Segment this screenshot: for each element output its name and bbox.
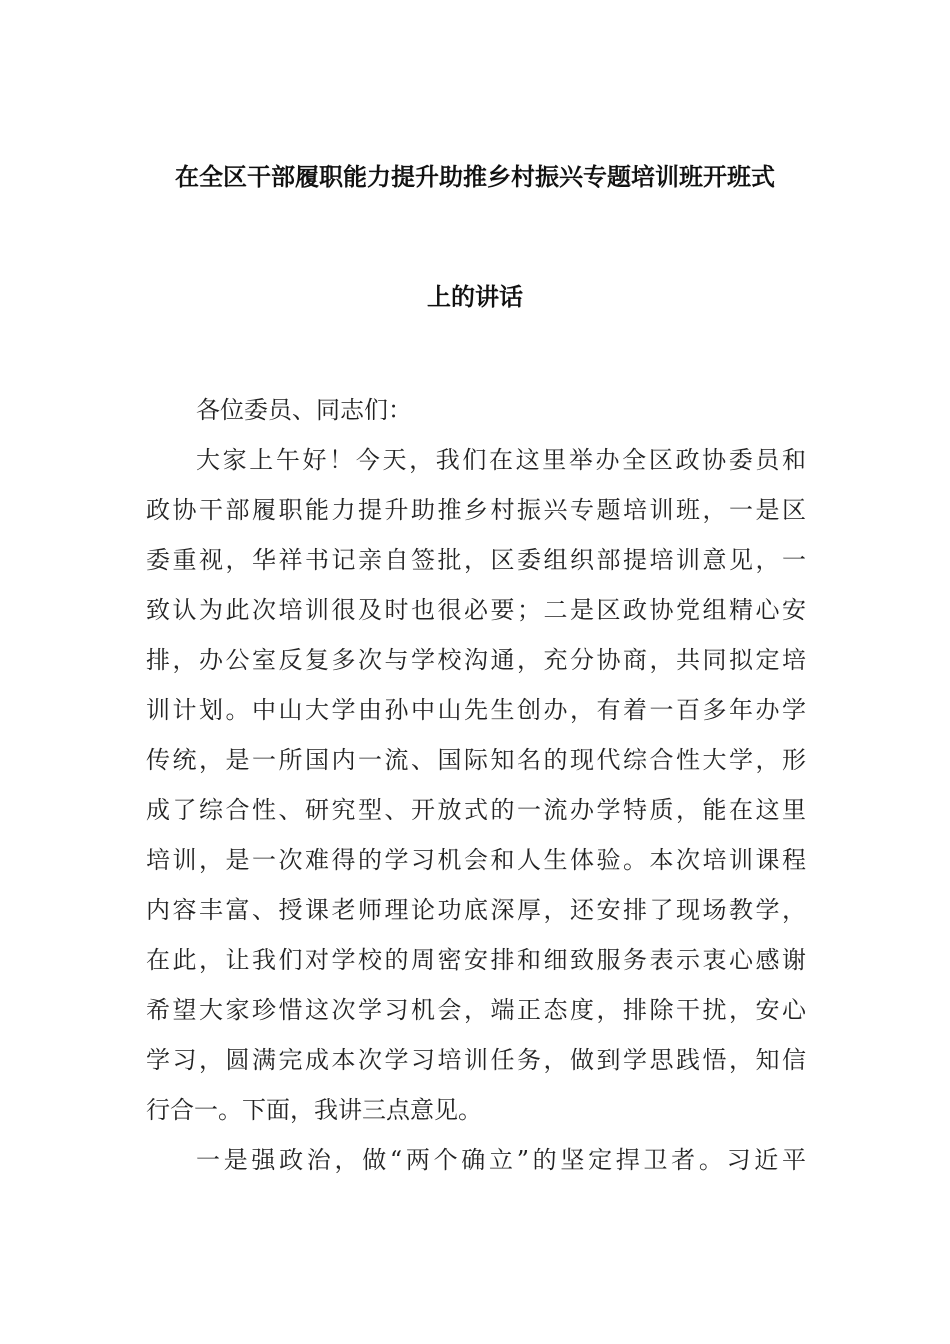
document-title-line-1: 在全区干部履职能力提升助推乡村振兴专题培训班开班式 <box>175 163 775 191</box>
body-text-line: 成了综合性、研究型、开放式的一流办学特质，能在这里 <box>146 796 806 824</box>
body-text-line: 委重视，华祥书记亲自签批，区委组织部提培训意见，一 <box>146 546 806 574</box>
body-text-line: 政协干部履职能力提升助推乡村振兴专题培训班，一是区 <box>146 496 806 524</box>
body-text-line: 希望大家珍惜这次学习机会，端正态度，排除干扰，安心 <box>146 996 806 1024</box>
body-text-line: 传统，是一所国内一流、国际知名的现代综合性大学，形 <box>146 746 806 774</box>
body-text-line: 一是强政治，做“两个确立”的坚定捍卫者。习近平 <box>196 1146 806 1174</box>
body-text-line: 排，办公室反复多次与学校沟通，充分协商，共同拟定培 <box>146 646 806 674</box>
body-text-line: 内容丰富、授课老师理论功底深厚，还安排了现场教学， <box>146 896 806 924</box>
body-text-line: 各位委员、同志们： <box>196 396 412 424</box>
document-body <box>146 393 806 1193</box>
body-text-line: 大家上午好！今天，我们在这里举办全区政协委员和 <box>196 446 806 474</box>
body-text-line: 致认为此次培训很及时也很必要；二是区政协党组精心安 <box>146 596 806 624</box>
body-text-line: 行合一。下面，我讲三点意见。 <box>146 1096 482 1124</box>
body-text-line: 在此，让我们对学校的周密安排和细致服务表示衷心感谢 <box>146 946 806 974</box>
body-text-line: 训计划。中山大学由孙中山先生创办，有着一百多年办学 <box>146 696 806 724</box>
body-text-line: 学习，圆满完成本次学习培训任务，做到学思践悟，知信 <box>146 1046 806 1074</box>
body-text-line: 培训，是一次难得的学习机会和人生体验。本次培训课程 <box>146 846 806 874</box>
document-title-line-2: 上的讲话 <box>427 283 523 311</box>
